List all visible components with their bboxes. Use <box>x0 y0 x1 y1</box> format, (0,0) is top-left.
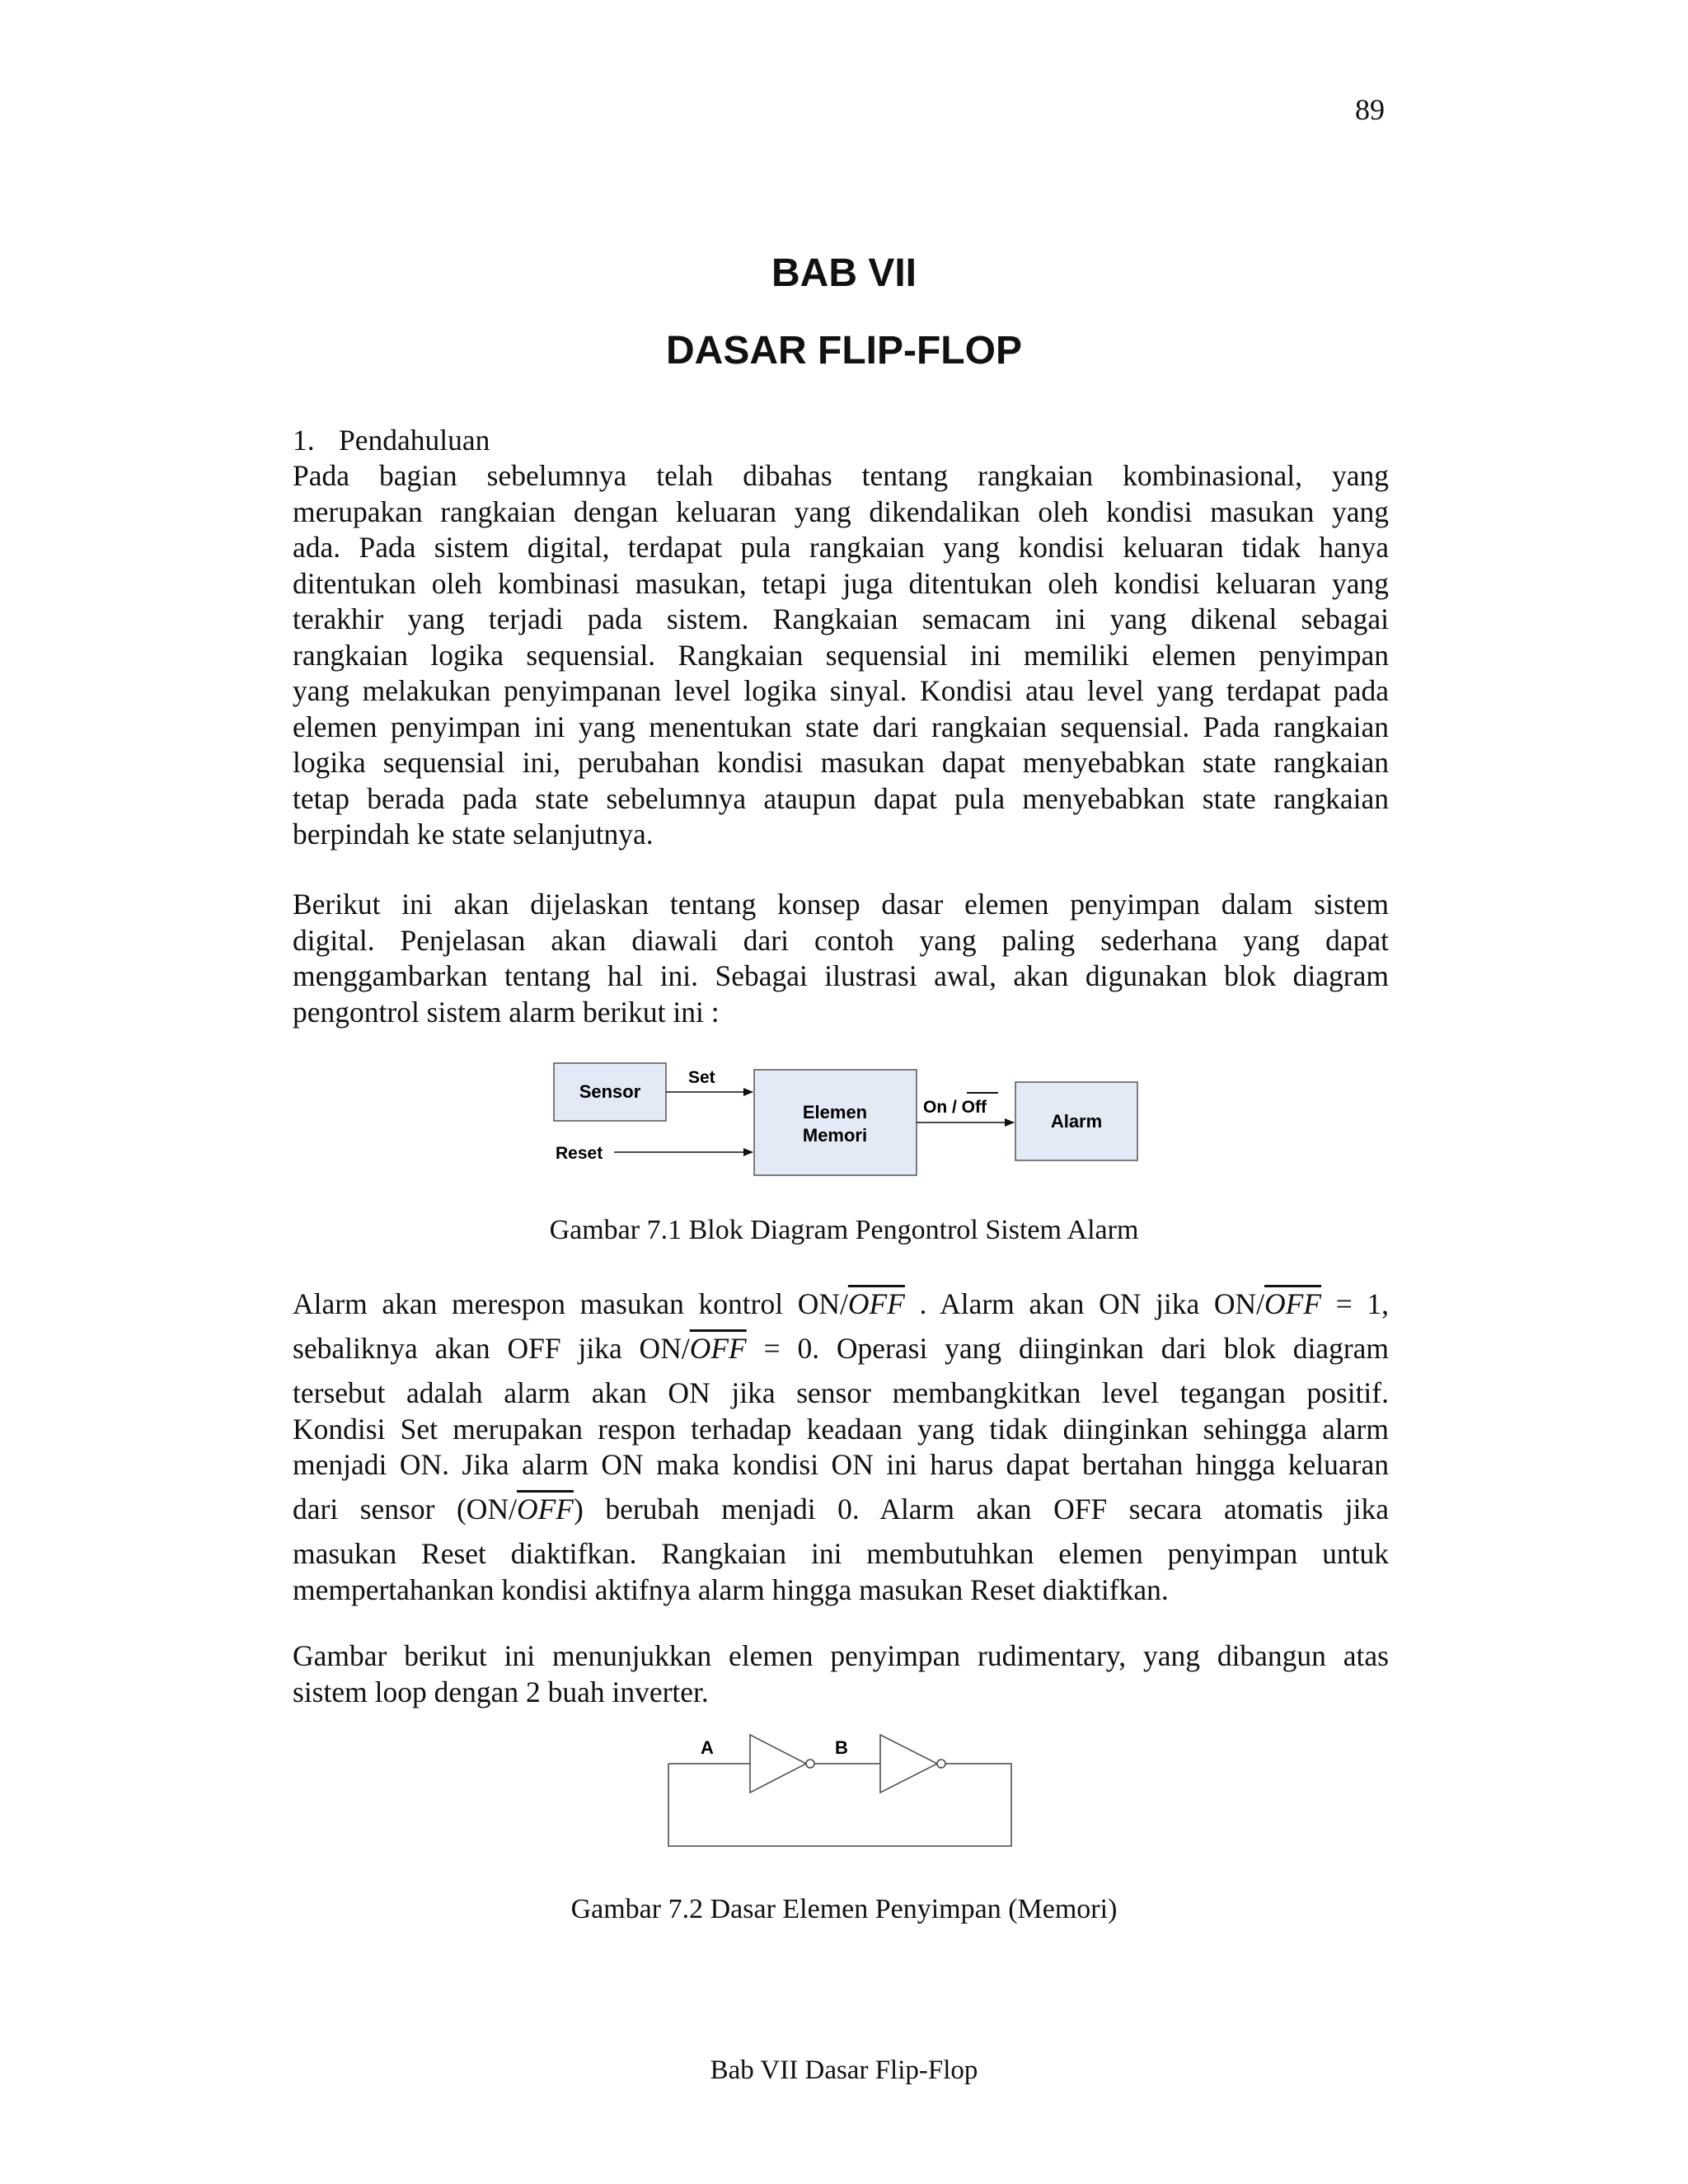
label-b: B <box>835 1737 848 1758</box>
paragraph-line: menjadi ON. Jika alarm ON maka kondisi ON ini harus dapat bertahan hingga keluaran <box>293 1448 1389 1481</box>
onoff-label-prefix: On / <box>923 1098 962 1117</box>
paragraph-line: tetap berada pada state sebelumnya ataupun dapat pula menyebabkan state rangkaian <box>293 781 1389 815</box>
onoff-label-bar: Off <box>961 1098 987 1117</box>
paragraph-line: ada. Pada sistem digital, terdapat pula rangkaian yang kondisi keluaran tidak hanya <box>293 531 1389 564</box>
paragraph-line: yang melakukan penyimpanan level logika sinyal. Kondisi atau level yang terdapat pada <box>293 674 1389 707</box>
paragraph-line: sistem loop dengan 2 buah inverter. <box>293 1675 709 1708</box>
paragraph-line: mempertahankan kondisi aktifnya alarm hingga masukan Reset diaktifkan. <box>293 1572 1169 1606</box>
paragraph-operation <box>293 1286 1389 1608</box>
paragraph-line: Kondisi Set merupakan respon terhadap keadaan yang tidak diinginkan sehingga alarm <box>293 1412 1389 1446</box>
section-heading-text: Pendahuluan <box>339 424 490 457</box>
memory-label-line2: Memori <box>802 1125 868 1146</box>
paragraph-line: pengontrol sistem alarm berikut ini : <box>293 995 720 1029</box>
paragraph-line: elemen penyimpan ini yang menentukan state dari rangkaian sequensial. Pada rangkaian <box>293 710 1389 743</box>
reset-label: Reset <box>556 1144 603 1163</box>
section-number: 1. <box>293 424 315 457</box>
paragraph-line: berpindah ke state selanjutnya. <box>293 818 654 851</box>
off-overline: $\overline{OFF}$ <box>516 1493 574 1526</box>
onoff-label <box>923 1098 987 1117</box>
alarm-block-diagram <box>544 1047 1154 1187</box>
paragraph-line <box>293 1286 1389 1331</box>
paragraph-concept <box>293 887 1389 1030</box>
paragraph-line: terakhir yang terjadi pada sistem. Rangkaian semacam ini yang dikenal sebagai <box>293 602 1389 635</box>
text-run: = 0. Operasi yang diinginkan dari blok diagram <box>763 1332 1390 1365</box>
inverter-loop-diagram <box>659 1722 1022 1854</box>
paragraph-line: Berikut ini akan dijelaskan tentang konsep dasar elemen penyimpan dalam sistem <box>293 888 1389 921</box>
figure1-caption: Gambar 7.1 Blok Diagram Pengontrol Sistem Alarm <box>549 1215 1139 1245</box>
paragraph-intro <box>293 458 1389 853</box>
paragraph-line <box>293 1331 1389 1376</box>
memory-block <box>754 1070 917 1175</box>
feedback-loop-wire <box>668 1764 1011 1846</box>
off-overline: $\overline{OFF}$ <box>847 1287 905 1320</box>
off-overline: $\overline{OFF}$ <box>689 1332 747 1365</box>
text-run: = 1, <box>1335 1287 1389 1320</box>
figure2-caption: Gambar 7.2 Dasar Elemen Penyimpan (Memori) <box>570 1894 1118 1924</box>
paragraph-line: Gambar berikut ini menunjukkan elemen penyimpan rudimentary, yang dibangun atas <box>293 1639 1389 1672</box>
paragraph-line: rangkaian logika sequensial. Rangkaian sequensial ini memiliki elemen penyimpan <box>293 638 1389 672</box>
set-label: Set <box>688 1068 715 1087</box>
paragraph-line: logika sequensial ini, perubahan kondisi masukan dapat menyebabkan state rangkaian <box>293 746 1389 779</box>
text-run: ) berubah menjadi 0. Alarm akan OFF secara atomatis jika <box>573 1493 1390 1526</box>
text-run: sebaliknya akan OFF jika ON/ <box>293 1332 690 1365</box>
memory-label-line1: Elemen <box>802 1102 868 1122</box>
paragraph-line: merupakan rangkaian dengan keluaran yang dikendalikan oleh kondisi masukan yang <box>293 494 1389 528</box>
sensor-label: Sensor <box>579 1081 641 1102</box>
paragraph-line: Pada bagian sebelumnya telah dibahas tentang rangkaian kombinasional, yang <box>293 459 1389 492</box>
section-heading <box>293 423 490 457</box>
text-run: dari sensor (ON/ <box>293 1493 517 1526</box>
chapter-heading: BAB VII <box>771 251 917 295</box>
paragraph-line: menggambarkan tentang hal ini. Sebagai ilustrasi awal, akan digunakan blok diagram <box>293 959 1389 992</box>
chapter-title: DASAR FLIP-FLOP <box>666 329 1022 373</box>
page-number: 89 <box>1355 93 1385 126</box>
paragraph-memory-element <box>293 1638 1389 1710</box>
off-overline: $\overline{OFF}$ <box>1264 1287 1322 1320</box>
inverter-1-icon <box>750 1735 806 1793</box>
text-run: Alarm akan merespon masukan kontrol ON/ <box>293 1287 848 1320</box>
paragraph-line <box>293 1492 1389 1536</box>
paragraph-line: ditentukan oleh kombinasi masukan, tetapi juga ditentukan oleh kondisi keluaran yang <box>293 566 1389 600</box>
alarm-label: Alarm <box>1050 1111 1103 1132</box>
paragraph-line: tersebut adalah alarm akan ON jika sensor membangkitkan level tegangan positif. <box>293 1376 1389 1409</box>
page-footer: Bab VII Dasar Flip-Flop <box>710 2055 978 2085</box>
label-a: A <box>701 1737 714 1758</box>
text-run: . Alarm akan ON jika ON/ <box>919 1287 1265 1320</box>
paragraph-line: digital. Penjelasan akan diawali dari contoh yang paling sederhana yang dapat <box>293 923 1389 957</box>
inverter-2-icon <box>880 1735 937 1793</box>
paragraph-line: masukan Reset diaktifkan. Rangkaian ini membutuhkan elemen penyimpan untuk <box>293 1537 1389 1570</box>
